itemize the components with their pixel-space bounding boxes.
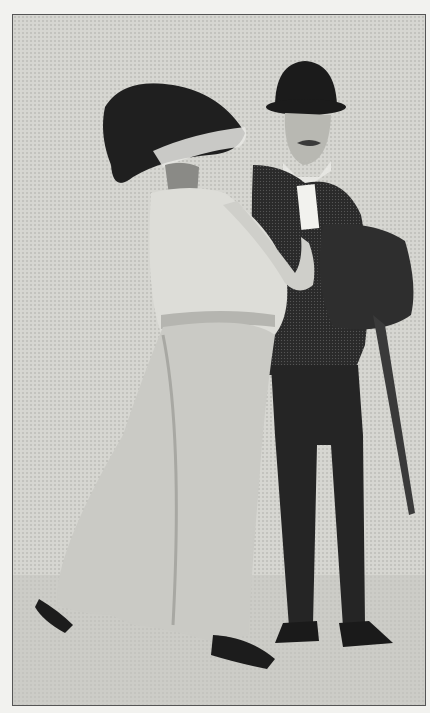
- folded-overcoat: [320, 224, 414, 329]
- halftone-photo: [12, 14, 426, 706]
- photo-illustration: [13, 15, 425, 705]
